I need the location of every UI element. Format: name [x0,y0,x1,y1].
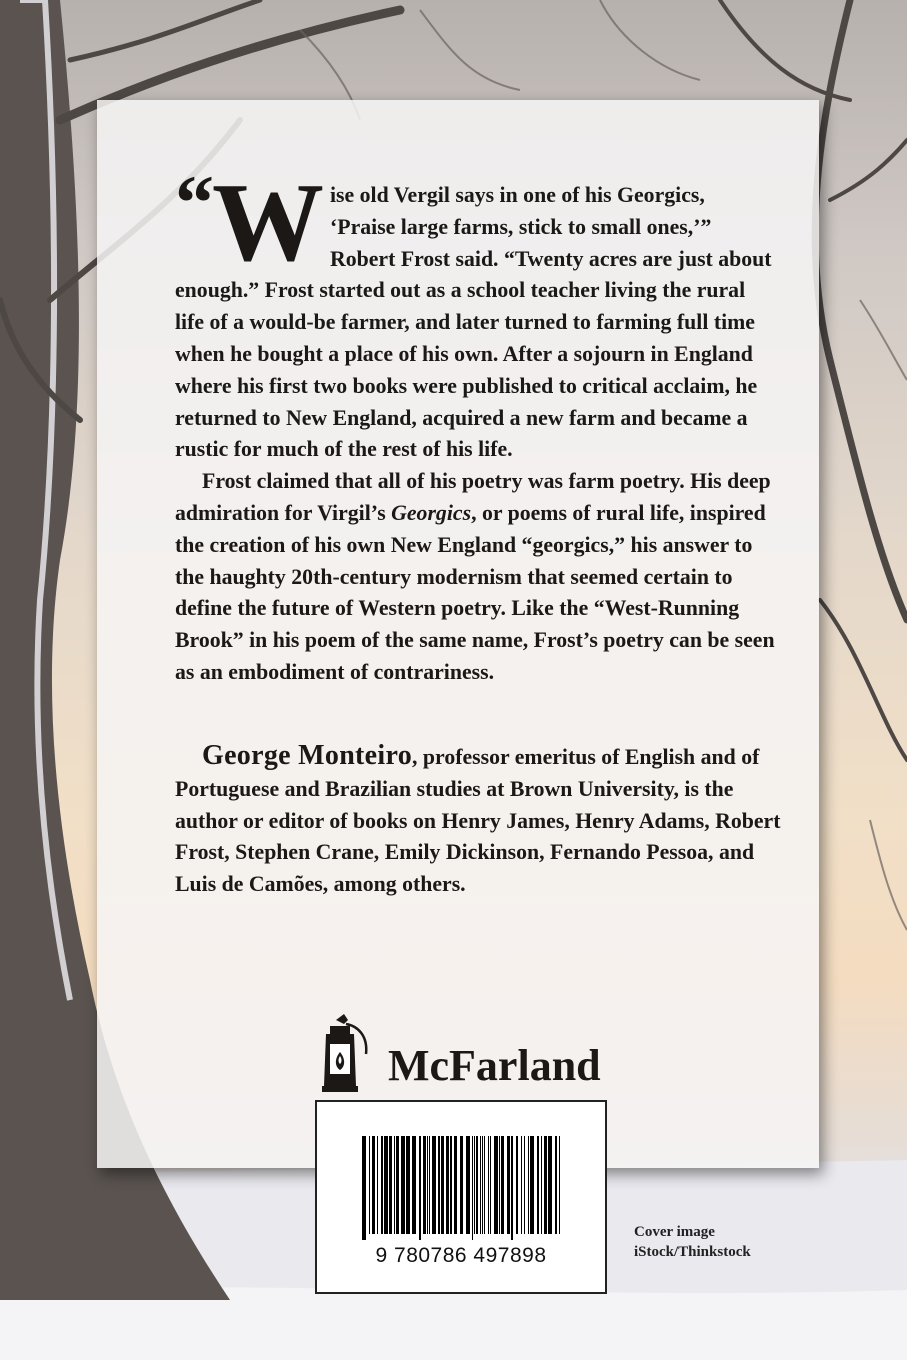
barcode-bar [427,1136,428,1234]
barcode-bar [381,1136,383,1234]
blurb-paragraph-2-text-b: , or poems of rural life, inspired the creation of his own New England “georgics,” his answer to the haughty 20th-century modernism that seemed certain to define the future of Western poetry. Like the “West-Running Brook” in his poem of the same name, Frost’s poetry can be seen as an embodiment of contrariness. [175,500,775,684]
barcode-bar [494,1136,498,1234]
barcode-bar [384,1136,388,1234]
barcode-bar [480,1136,481,1234]
barcode-bar [501,1136,504,1234]
barcode-bars [362,1136,562,1240]
barcode-bar [372,1136,375,1234]
barcode-bar [369,1136,370,1234]
barcode-bar [537,1136,539,1234]
publisher-name: McFarland [388,1041,601,1090]
barcode-bar [490,1136,491,1234]
blurb-paragraph-2 [175,466,775,689]
isbn-number: 9 780786 497898 [375,1244,547,1267]
barcode-bar [516,1136,518,1234]
barcode-bar [401,1136,405,1234]
barcode-bar [441,1136,444,1234]
barcode-bar [454,1136,457,1234]
barcode-bar [396,1136,399,1234]
isbn-barcode [315,1100,607,1294]
blurb-paragraph-1-text: ise old Vergil says in one of his Georgics, ‘Praise large farms, stick to small ones,’” Robert Frost said. “Twenty acres are just about enough.” Frost started out as a school teacher living the rural life of a would-be farmer, and later turned to farming full time when he bought a place of his own. After a sojourn in England where his first two books were published to critical acclaim, he returned to New England, acquired a new farm and became a rustic for much of the rest of his life. [175,183,772,462]
barcode-bar [530,1136,534,1234]
barcode-bar [438,1136,440,1234]
barcode-bar [412,1136,416,1234]
barcode-bar [450,1136,452,1234]
barcode-bar [541,1136,542,1234]
blurb [175,159,775,689]
georgics-italic: Georgics [391,500,472,525]
barcode-bar [528,1136,529,1234]
barcode-bar [521,1136,522,1234]
drop-cap-letter: W [212,161,324,285]
barcode-bar [499,1136,500,1234]
barcode-bar [559,1136,560,1234]
barcode-bar [524,1136,525,1234]
barcode-bar [460,1136,463,1234]
barcode-bar [482,1136,483,1234]
barcode-bar [432,1136,436,1234]
blurb-paragraph-1 [175,159,775,466]
lantern-icon [318,1014,378,1092]
barcode-bar [484,1136,485,1234]
barcode-bar [429,1136,430,1234]
blurb-paragraph-2-text-a: Frost claimed that all of his poetry was farm poetry. His deep admiration for Virgil’s [175,469,771,525]
barcode-bar [406,1136,410,1234]
barcode-bar [419,1136,421,1240]
opening-quote-mark: “ [175,159,210,246]
barcode-bar [511,1136,513,1240]
barcode-bar [389,1136,392,1234]
barcode-bar [488,1136,489,1234]
cover-credit-line-1: Cover image [634,1224,715,1240]
barcode-bar [548,1136,552,1234]
barcode-bar [362,1136,366,1240]
barcode-bar [446,1136,449,1234]
cover-credit-line-2: iStock/Thinkstock [634,1244,751,1260]
cover-credit [634,1222,751,1262]
barcode-bar [474,1136,475,1234]
barcode-bar [544,1136,547,1234]
barcode-bar [472,1136,473,1240]
barcode-bar [394,1136,395,1234]
author-bio-text: , professor emeritus of English and of Portuguese and Brazilian studies at Brown University, is the author or editor of books on Henry James, Henry Adams, Robert Frost, Stephen Crane, Emily Dickinson, Fernando Pessoa, and Luis de Camões, among others. [175,745,781,897]
barcode-bar [377,1136,378,1234]
barcode-bar [476,1136,478,1234]
author-name: George Monteiro [202,740,413,771]
author-bio [175,740,785,901]
publisher-logo [318,1014,601,1092]
barcode-bar [423,1136,426,1234]
barcode-bar [507,1136,510,1234]
barcode-bar [466,1136,470,1234]
barcode-bar [555,1136,557,1234]
drop-cap [175,159,324,285]
